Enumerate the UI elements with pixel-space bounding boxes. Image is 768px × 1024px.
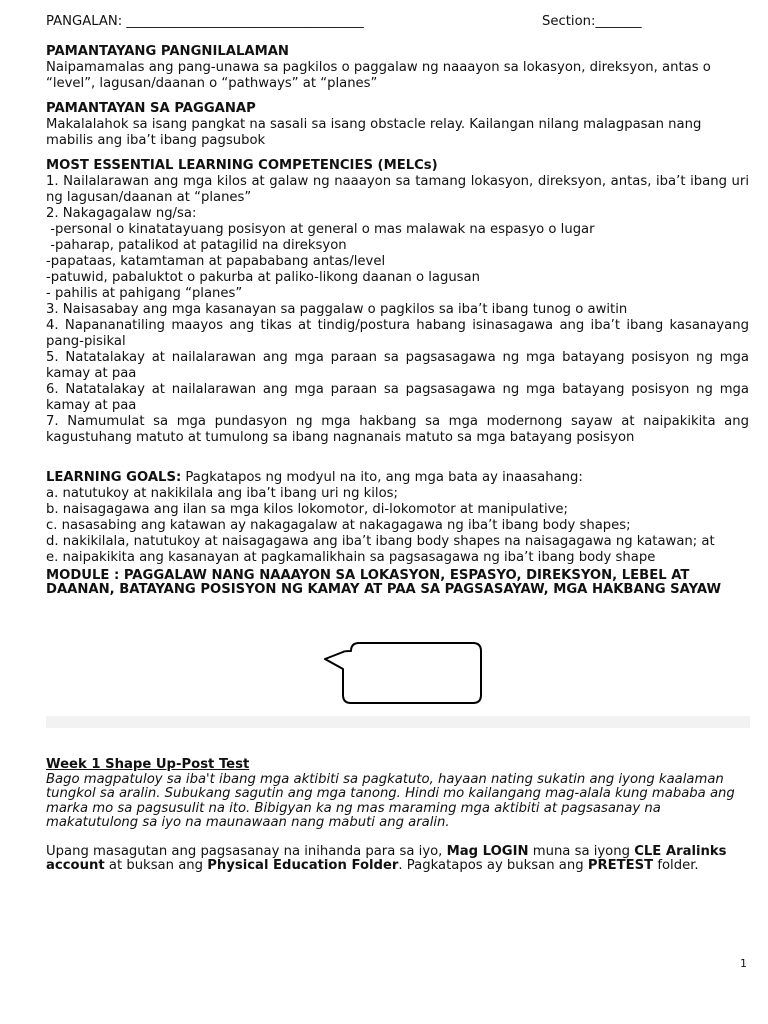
melc-item-5: 5. Natatalakay at nailalarawan ang mga paraan sa pagsasagawa ng mga batayang posisyon ng mga kamay at paa [46, 350, 749, 381]
melc-item-3: 3. Naisasabay ang mga kasanayan sa paggalaw o pagkilos sa iba’t ibang tunog o awitin [46, 302, 628, 317]
melc-sub-item-4: -patuwid, pabaluktot o pakurba at paliko-likong daanan o lagusan [46, 270, 480, 285]
melc-item-2: 2. Nakagagalaw ng/sa: [46, 206, 197, 221]
week-intro: Bago magpatuloy sa iba't ibang mga aktibiti sa pagkatuto, hayaan nating sukatin ang iyong kaalaman tungkol sa aralin. Subukang sagutin ang mga tanong. Hindi mo kailangang mag-alala kung mababa ang marka mo sa pagsusulit na ito. Bibigyan ka ng mas maraming mga aktibiti at pagsasanay na makatutulong sa iyo na maunawaan nang mabuti ang aralin. [46, 771, 735, 830]
week-title: Week 1 Shape Up-Post Test [46, 757, 250, 772]
divider-strip [46, 716, 750, 728]
week-instructions: Upang masagutan ang pagsasanay na inihanda para sa iyo, Mag LOGIN muna sa iyong CLE Aralinks account at buksan ang Physical Education Folder. Pagkatapos ay buksan ang PRETEST folder. [46, 843, 727, 873]
goal-item-b: b. naisagagawa ang ilan sa mga kilos lokomotor, di-lokomotor at manipulative; [46, 502, 568, 517]
learning-goals-heading: LEARNING GOALS: [46, 470, 182, 485]
performance-standard-section [46, 101, 749, 149]
page-number: 1 [740, 957, 747, 970]
goal-item-c: c. nasasabing ang katawan ay nakagagalaw at nakagagawa ng iba’t ibang body shapes; [46, 518, 631, 533]
header-row [46, 14, 749, 32]
goal-item-d: d. nakikilala, natutukoy at naisagagawa ang iba’t ibang body shapes na naisagagawa ng katawan; at [46, 534, 715, 549]
goal-item-e: e. naipakikita ang kasanayan at pagkamalikhain sa pagsasagawa ng iba’t ibang body shape [46, 550, 656, 565]
melcs-section [46, 158, 749, 446]
module-title: MODULE : PAGGALAW NANG NAAAYON SA LOKASYON, ESPASYO, DIREKSYON, LEBEL AT DAANAN, BATAYANG POSISYON NG KAMAY AT PAA SA PAGSASAYAW, MGA HAKBANG SAYAW [46, 568, 722, 597]
content-standard-heading: PAMANTAYANG PANGNILALAMAN [46, 44, 289, 59]
melc-item-1: 1. Nailalarawan ang mga kilos at galaw ng naaayon sa tamang lokasyon, direksyon, antas, iba’t ibang uri ng lagusan/daanan at “planes” [46, 174, 749, 205]
learning-goals-intro: Pagkatapos ng modyul na ito, ang mga bata ay inaasahang: [181, 470, 583, 485]
learning-goals-section [46, 470, 749, 566]
melc-sub-item-3: -papataas, katamtaman at papababang antas/level [46, 254, 386, 269]
melc-sub-item-5: - pahilis at pahigang “planes” [46, 286, 243, 301]
speech-bubble-callout [323, 641, 485, 707]
section-field-label: Section:_______ [542, 14, 642, 29]
performance-standard-heading: PAMANTAYAN SA PAGGANAP [46, 101, 256, 116]
melc-sub-item-1: -personal o kinatatayuang posisyon at general o mas malawak na espasyo o lugar [46, 222, 595, 237]
learning-goals-intro-line [46, 470, 749, 486]
content-standard-section [46, 44, 749, 92]
content-standard-text: Naipamamalas ang pang-unawa sa pagkilos o paggalaw ng naaayon sa lokasyon, direksyon, antas o “level”, lagusan/daanan o “pathways” at “planes” [46, 60, 711, 91]
melcs-heading: MOST ESSENTIAL LEARNING COMPETENCIES (MELCs) [46, 158, 438, 173]
melc-item-4: 4. Napananatiling maayos ang tikas at tindig/postura habang isinasagawa ang iba’t ibang kasanayang pang-pisikal [46, 318, 749, 349]
performance-standard-text: Makalalahok sa isang pangkat na sasali sa isang obstacle relay. Kailangan nilang malagpasan nang mabilis ang iba’t ibang pagsubok [46, 117, 702, 148]
melc-sub-item-2: -paharap, patalikod at patagilid na direksyon [46, 238, 347, 253]
week-section [46, 758, 749, 874]
goal-item-a: a. natutukoy at nakikilala ang iba’t ibang uri ng kilos; [46, 486, 398, 501]
melc-item-7: 7. Namumulat sa mga pundasyon ng mga hakbang sa mga modernong sayaw at naipakikita ang kagustuhang matuto at tumulong sa ibang nagnanais matuto sa mga batayang posisyon [46, 414, 749, 445]
melc-item-6: 6. Natatalakay at nailalarawan ang mga paraan sa pagsasagawa ng mga batayang posisyon ng mga kamay at paa [46, 382, 749, 413]
name-field-label: PANGALAN: ____________________________________ [46, 14, 364, 29]
